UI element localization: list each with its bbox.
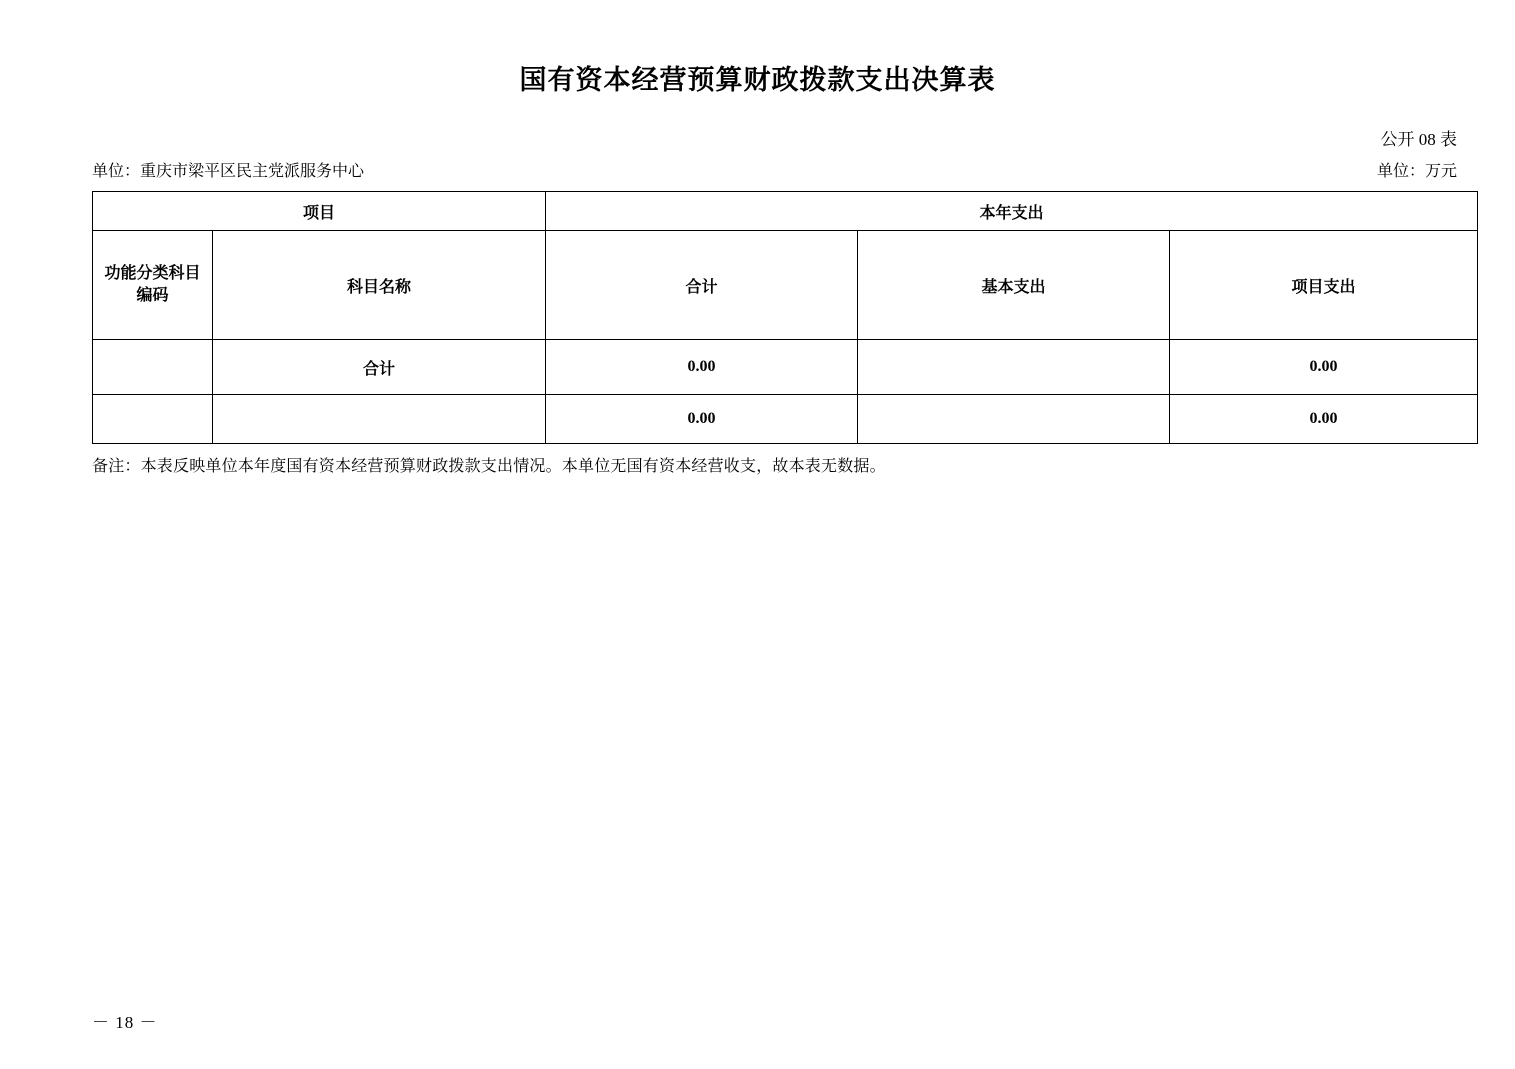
header-subject-name: 科目名称 bbox=[213, 231, 546, 340]
expenditure-table bbox=[92, 191, 1478, 444]
table-container bbox=[0, 191, 1515, 444]
page-title: 国有资本经营预算财政拨款支出决算表 bbox=[519, 65, 996, 95]
table-header-group-row bbox=[93, 192, 1478, 231]
cell-project: 0.00 bbox=[1170, 340, 1478, 395]
meta-row bbox=[0, 158, 1515, 181]
header-basic-expenditure: 基本支出 bbox=[858, 231, 1170, 340]
cell-project: 0.00 bbox=[1170, 395, 1478, 444]
header-project-expenditure: 项目支出 bbox=[1170, 231, 1478, 340]
cell-basic bbox=[858, 395, 1170, 444]
cell-code bbox=[93, 340, 213, 395]
header-function-code-line2: 编码 bbox=[136, 287, 169, 304]
table-row bbox=[93, 340, 1478, 395]
cell-basic bbox=[858, 340, 1170, 395]
cell-name bbox=[213, 395, 546, 444]
table-row bbox=[93, 395, 1478, 444]
form-code: 公开 08 表 bbox=[1380, 130, 1457, 149]
cell-name: 合计 bbox=[213, 340, 546, 395]
table-remark: 备注：本表反映单位本年度国有资本经营预算财政拨款支出情况。本单位无国有资本经营收支，故本表无数据。 bbox=[92, 458, 886, 475]
cell-sum: 0.00 bbox=[546, 340, 858, 395]
header-current-year-group: 本年支出 bbox=[546, 192, 1478, 231]
header-item-group: 项目 bbox=[93, 192, 546, 231]
cell-sum: 0.00 bbox=[546, 395, 858, 444]
header-sum: 合计 bbox=[546, 231, 858, 340]
header-function-code bbox=[93, 231, 213, 340]
amount-unit-label: 单位：万元 bbox=[1376, 163, 1457, 180]
table-header-row bbox=[93, 231, 1478, 340]
page-number: － 18 － bbox=[92, 1013, 158, 1032]
header-function-code-line1: 功能分类科目 bbox=[104, 265, 201, 283]
cell-code bbox=[93, 395, 213, 444]
unit-label: 单位：重庆市梁平区民主党派服务中心 bbox=[92, 163, 365, 180]
